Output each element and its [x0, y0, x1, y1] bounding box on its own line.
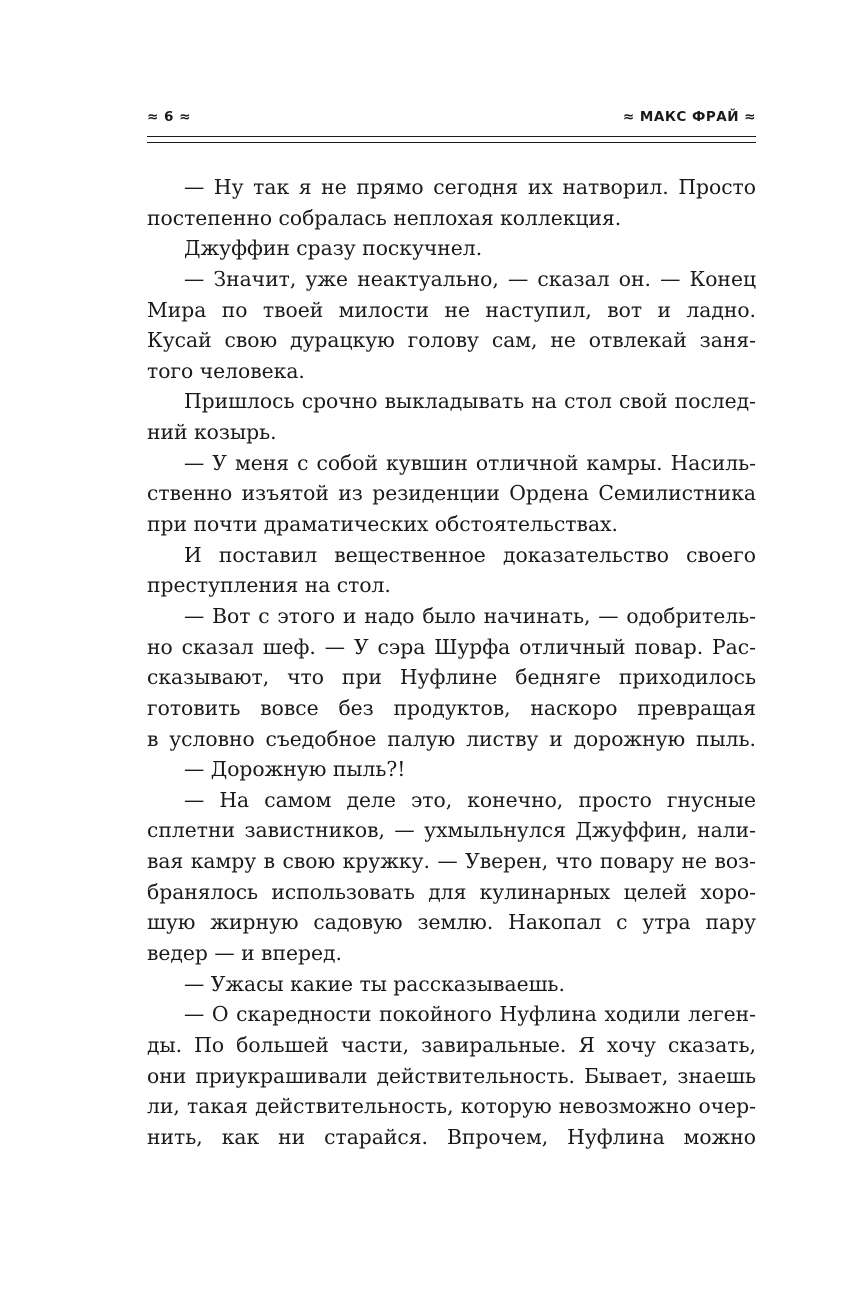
- header-rule-bottom: [147, 142, 756, 143]
- text-line: — На самом деле это, конечно, просто гнусные: [184, 787, 756, 812]
- text-line: преступления на стол.: [147, 573, 391, 598]
- text-line: И поставил вещественное доказательство своего: [184, 542, 756, 567]
- text-line: того человека.: [147, 358, 305, 383]
- text-line: шую жирную садовую землю. Накопал с утра пару: [147, 910, 756, 935]
- text-line: сплетни завистников, — ухмыльнулся Джуффин, нали-: [147, 818, 756, 843]
- running-header: [147, 106, 756, 130]
- text-line: ли, такая действительность, которую невозможно очер-: [147, 1094, 756, 1119]
- text-line: ды. По большей части, завиральные. Я хочу сказать,: [147, 1032, 756, 1057]
- text-line: Джуффин сразу поскучнел.: [184, 236, 483, 261]
- text-line: Мира по твоей милости не наступил, вот и ладно.: [147, 297, 756, 322]
- text-line: ний козырь.: [147, 420, 277, 445]
- text-line: Кусай свою дурацкую голову сам, не отвлекай заня-: [147, 328, 756, 353]
- author-name: ≈ МАКС ФРАЙ ≈: [622, 109, 756, 125]
- text-line: готовить вовсе без продуктов, наскоро превращая: [147, 695, 756, 720]
- text-line: — Значит, уже неактуально, — сказал он. — Конец: [184, 266, 756, 291]
- text-line: вая камру в свою кружку. — Уверен, что повару не воз-: [147, 849, 756, 874]
- body-text: [147, 172, 756, 1153]
- text-line: Пришлось срочно выкладывать на стол свой послед-: [184, 389, 756, 414]
- text-line: бранялось использовать для кулинарных целей хоро-: [147, 879, 756, 904]
- text-line: ведер — и вперед.: [147, 941, 342, 966]
- text-line: — У меня с собой кувшин отличной камры. Насиль-: [184, 450, 756, 475]
- text-line: — О скаредности покойного Нуфлина ходили леген-: [184, 1002, 756, 1027]
- text-line: при почти драматических обстоятельствах.: [147, 512, 618, 537]
- text-line: но сказал шеф. — У сэра Шурфа отличный повар. Рас-: [147, 634, 756, 659]
- text-line: — Ужасы какие ты рассказываешь.: [184, 971, 565, 996]
- text-line: — Дорожную пыль?!: [184, 757, 406, 782]
- header-rule-top: [147, 136, 756, 137]
- text-line: в условно съедобное палую листву и дорожную пыль.: [147, 726, 756, 751]
- text-line: — Ну так я не прямо сегодня их натворил. Просто: [184, 175, 756, 199]
- text-line: сказывают, что при Нуфлине бедняге приходилось: [147, 665, 756, 690]
- text-line: ственно изъятой из резиденции Ордена Семилистника: [147, 481, 756, 506]
- text-line: они приукрашивали действительность. Бывает, знаешь: [147, 1063, 756, 1088]
- text-line: — Вот с этого и надо было начинать, — одобритель-: [184, 603, 756, 628]
- text-line: постепенно собралась неплохая коллекция.: [147, 205, 622, 230]
- page-number: ≈ 6 ≈: [147, 109, 191, 125]
- text-line: нить, как ни старайся. Впрочем, Нуфлина можно: [147, 1124, 756, 1149]
